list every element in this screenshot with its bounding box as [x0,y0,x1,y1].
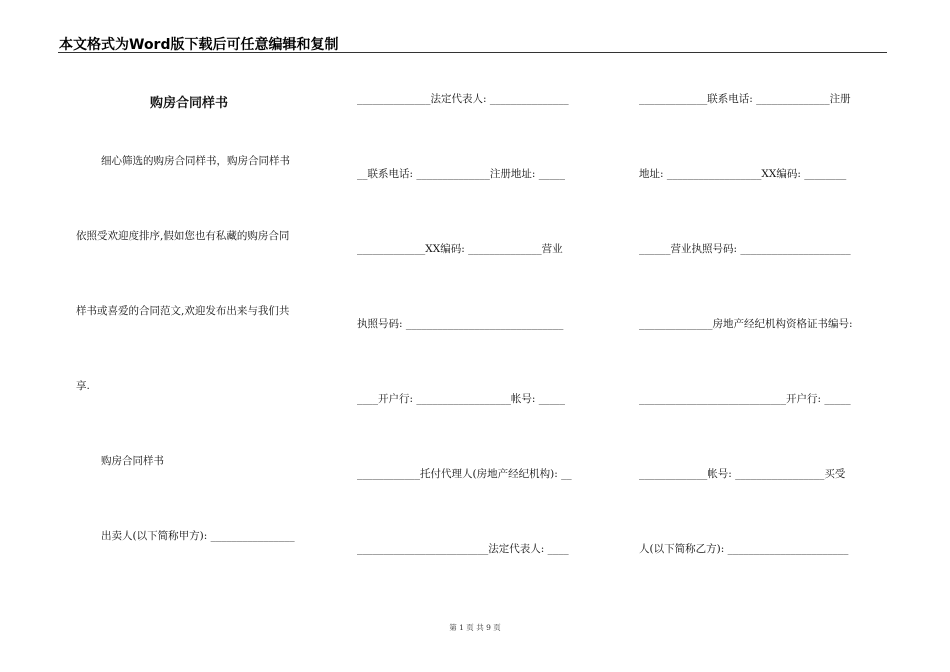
right-column-line: ______________房地产经纪机构资格证书编号: [639,318,853,330]
middle-column-line: _____________XX编码: ______________营业 [357,243,563,255]
right-column-line: _____________联系电话: ______________注册 [639,93,851,105]
page-number-footer: 第 1 页 共 9 页 [449,623,501,632]
left-column-line: 样书或喜爱的合同范文,欢迎发布出来与我们共 [76,305,290,317]
middle-column-line: __联系电话: ______________注册地址: _____ [357,168,566,180]
left-column-line: 出卖人(以下简称甲方): ________________ [101,530,295,542]
left-column-line: 享. [76,380,90,392]
left-column-line: 购房合同样书 [101,455,164,467]
left-column-line: 依照受欢迎度排序,假如您也有私藏的购房合同 [76,230,290,242]
middle-column-line: ____开户行: __________________帐号: _____ [357,393,566,405]
middle-column-line: ____________托付代理人(房地产经纪机构): __ [357,468,572,480]
right-column-line: ____________________________开户行: _____ [639,393,851,405]
left-column-line: 细心筛选的购房合同样书，购房合同样书 [101,155,290,167]
document-title: 购房合同样书 [150,96,229,111]
right-column-line: _____________帐号: _________________买受 [639,468,846,480]
document-header-title: 本文格式为Word版下载后可任意编辑和复制 [59,37,339,53]
header-divider [58,52,887,53]
right-column-line: 地址: __________________XX编码: ________ [639,168,847,180]
right-column-line: ______营业执照号码: _____________________ [639,243,851,255]
middle-column-line: _________________________法定代表人: ____ [357,543,569,555]
middle-column-line: 执照号码: ______________________________ [357,318,564,330]
right-column-line: 人(以下简称乙方): _______________________ [639,543,849,555]
middle-column-line: ______________法定代表人: _______________ [357,93,569,105]
